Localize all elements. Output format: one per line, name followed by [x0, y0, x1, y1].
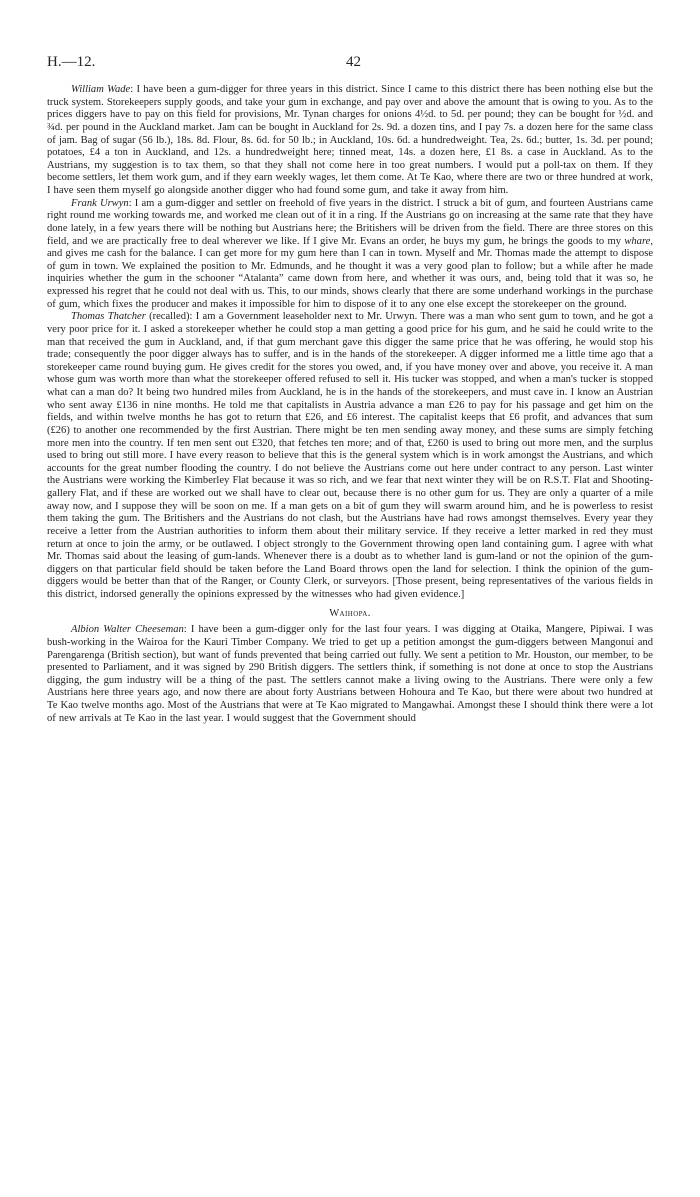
testimony-paragraph	[47, 311, 653, 601]
testimony-text: : I have been a gum-digger for three years in this district. Since I came to this district there has been nothing else but the truck system. Storekeepers supply goods, and take your gum in exchange, and pay over and above the amount that is owing to you. As to the prices diggers have to pay on this field for provisions, Mr. Tynan charges for onions 4½d. to 5d. per pound; they can be bought for ½d. and ¾d. per pound in the Auckland market. Jam can be bought in Auckland for 2s. 9d. a dozen tins, and I pay 7s. a dozen here for the same class of jam. Bag of sugar (56 lb.), 18s. 8d. Flour, 8s. 6d. for 50 lb.; in Auckland, 10s. 6d. a hundredweight. Tea, 2s. 6d.; butter, 1s. 3d. per pound; potatoes, £4 a ton in Auckland, and 12s. a hundredweight here; tinned meat, 14s. a dozen here, £1 8s. a case in Auckland. As to the Austrians, my suggestion is to tax them, so that they shall not come here in too great numbers. I would put a poll-tax on them. If they become settlers, let them work gum, and if they earn weekly wages, let them come. At Te Kao, where there are two or three hundred at work, I have seen them myself go alongside another digger who had found some gum, and take it away from him.	[47, 84, 653, 196]
testimony-paragraph	[47, 198, 653, 312]
testimony-text: , and gives me cash for the balance. I can get more for my gum here than I can in town. Myself and Mr. Thomas made the attempt to dispose of gum in town. We explained the position to Mr. Edmunds, and he thought it was a very good plan to follow; but a while after he made inquiries whether the gum in the schooner “Atalanta” came down from here, and whether it was ours, and, being told that it was so, he expressed his regret that he could not deal with us. This, to our minds, shows clearly that there are some underhand workings in the purchase of gum, which fixes the producer and makes it impossible for him to dispose of it to any one else except the storekeeper on the ground.	[47, 235, 653, 310]
speaker-name: Thomas Thatcher	[71, 311, 146, 323]
page-header	[47, 54, 660, 74]
testimony-text: : I have been a gum-digger only for the last four years. I was digging at Otaika, Mangere, Pipiwai. I was bush-working in the Wairoa for the Kauri Timber Company. We tried to get up a petition amongst the gum-diggers between Mangonui and Parengarenga (British section), but want of funds prevented that being carried out fully. We sent a petition to Mr. Houston, our member, to be presented to Parliament, and it was signed by 290 British diggers. The settlers think, if something is not done at once to stop the Austrians digging, the gum industry will be a thing of the past. The settlers cannot make a living owing to the Austrians. There were only a few Austrians here three years ago, and now there are about forty Austrians between Hohoura and Te Kao, but there were about two hundred at Te Kao twelve months ago. Most of the Austrians that were at Te Kao migrated to Mangawhai. Amongst these I should think there were a lot of new arrivals at Te Kao in the last year. I would suggest that the Government should	[47, 624, 653, 724]
speaker-name: Frank Urwyn	[71, 197, 129, 209]
testimony-text: : I am a gum-digger and settler on freehold of five years in the district. I struck a bit of gum, and fourteen Austrians came right round me working towards me, and worked me clean out of it in a ring. If the Austrians go on increasing at the same rate that they have done lately, in a few years there will be nothing but Austrians here; the Britishers will be driven from the field. There are three stores on this field, and we are practically free to deal wherever we like. If I give Mr. Evans an order, he buys my gum, he brings the goods to my	[47, 197, 653, 247]
speaker-name: Albion Walter Cheeseman	[71, 624, 184, 636]
testimony-paragraph	[47, 84, 653, 198]
page-body	[47, 84, 653, 725]
testimony-paragraph	[47, 624, 653, 725]
speaker-name: William Wade	[71, 84, 131, 95]
page-number: 42	[346, 54, 361, 70]
italic-word: whare	[624, 235, 651, 247]
testimony-text: (recalled): I am a Government leaseholder next to Mr. Urwyn. There was a man who sent gum to town, and he got a very poor price for it. I asked a storekeeper whether he could stop a man getting a good price for his gum, and he said he could write to the man that received the gum in Auckland, and, if that gum merchant gave this digger the same price that he was offering, he would stop his trade; consequently the poor digger always has to suffer, and is in the hands of the storekeeper. A digger informed me a little time ago that a storekeeper came round buying gum. He gives credit for the stores you owed, and, if you have money over and above, you receive it. A man whose gum was worth more than what the storekeeper offered refused to sell it. His tucker was stopped, and when a man's tucker is stopped what can a man do? It being two hundred miles from Auckland, he is in the hands of the storekeepers, and must cave in. I know an Austrian who sent away £136 in nine months. He told me that capitalists in Austria advance a man £26 to pay for his passage and get him on the fields, and within twelve months he has got to return that £26, and £6 interest. The capitalist keeps that £6 profit, and advances that sum (£26) to another one recommended by the first Austrian. There might be ten men sending away money, and these sums are simply fetching more men into the country. If ten men sent out £320, that fetches ten more; and of that, £260 is used to bring out more men, and the surplus used to bring out still more. I have every reason to believe that this is the general system which is in work amongst the Austrians, and which accounts for the great number flooding the country. I do not believe the Austrians come out here under contract to any person. Last winter the Austrians were working the Kimberley Flat because it was so rich, and we fear that next winter they will be on R.S.T. Flat and Shooting-gallery Flat, and if these are worked out we shall have to clear out, because there is no other gum for us. They are only a quarter of a mile away now, and I suppose they will be soon on me. If a man gets on a bit of gum they will swarm around him, and he is powerless to resist them taking the gum. The Britishers and the Austrians do not clash, but the Austrians have had rows amongst themselves. Every year they receive a letter from the Austrian authorities to inform them about their military service. If they receive a letter marked in red they must return at once to join the army, or be outlawed. I object strongly to the Government throwing open land containing gum. I agree with what Mr. Thomas said about the leasing of gum-lands. Whenever there is a doubt as to whether land is gum-land or not the opinion of the gum-diggers on that particular field should be taken before the Land Board throws open the land for selection. I think the opinion of the gum-diggers would be better than that of the Ranger, or County Clerk, or surveyors. [Those present, being representatives of the various fields in this district, indorsed generally the opinions expressed by the witnesses who had given evidence.]	[47, 311, 653, 600]
report-reference: H.—12.	[47, 54, 96, 70]
district-heading: Waihopa.	[329, 607, 371, 619]
